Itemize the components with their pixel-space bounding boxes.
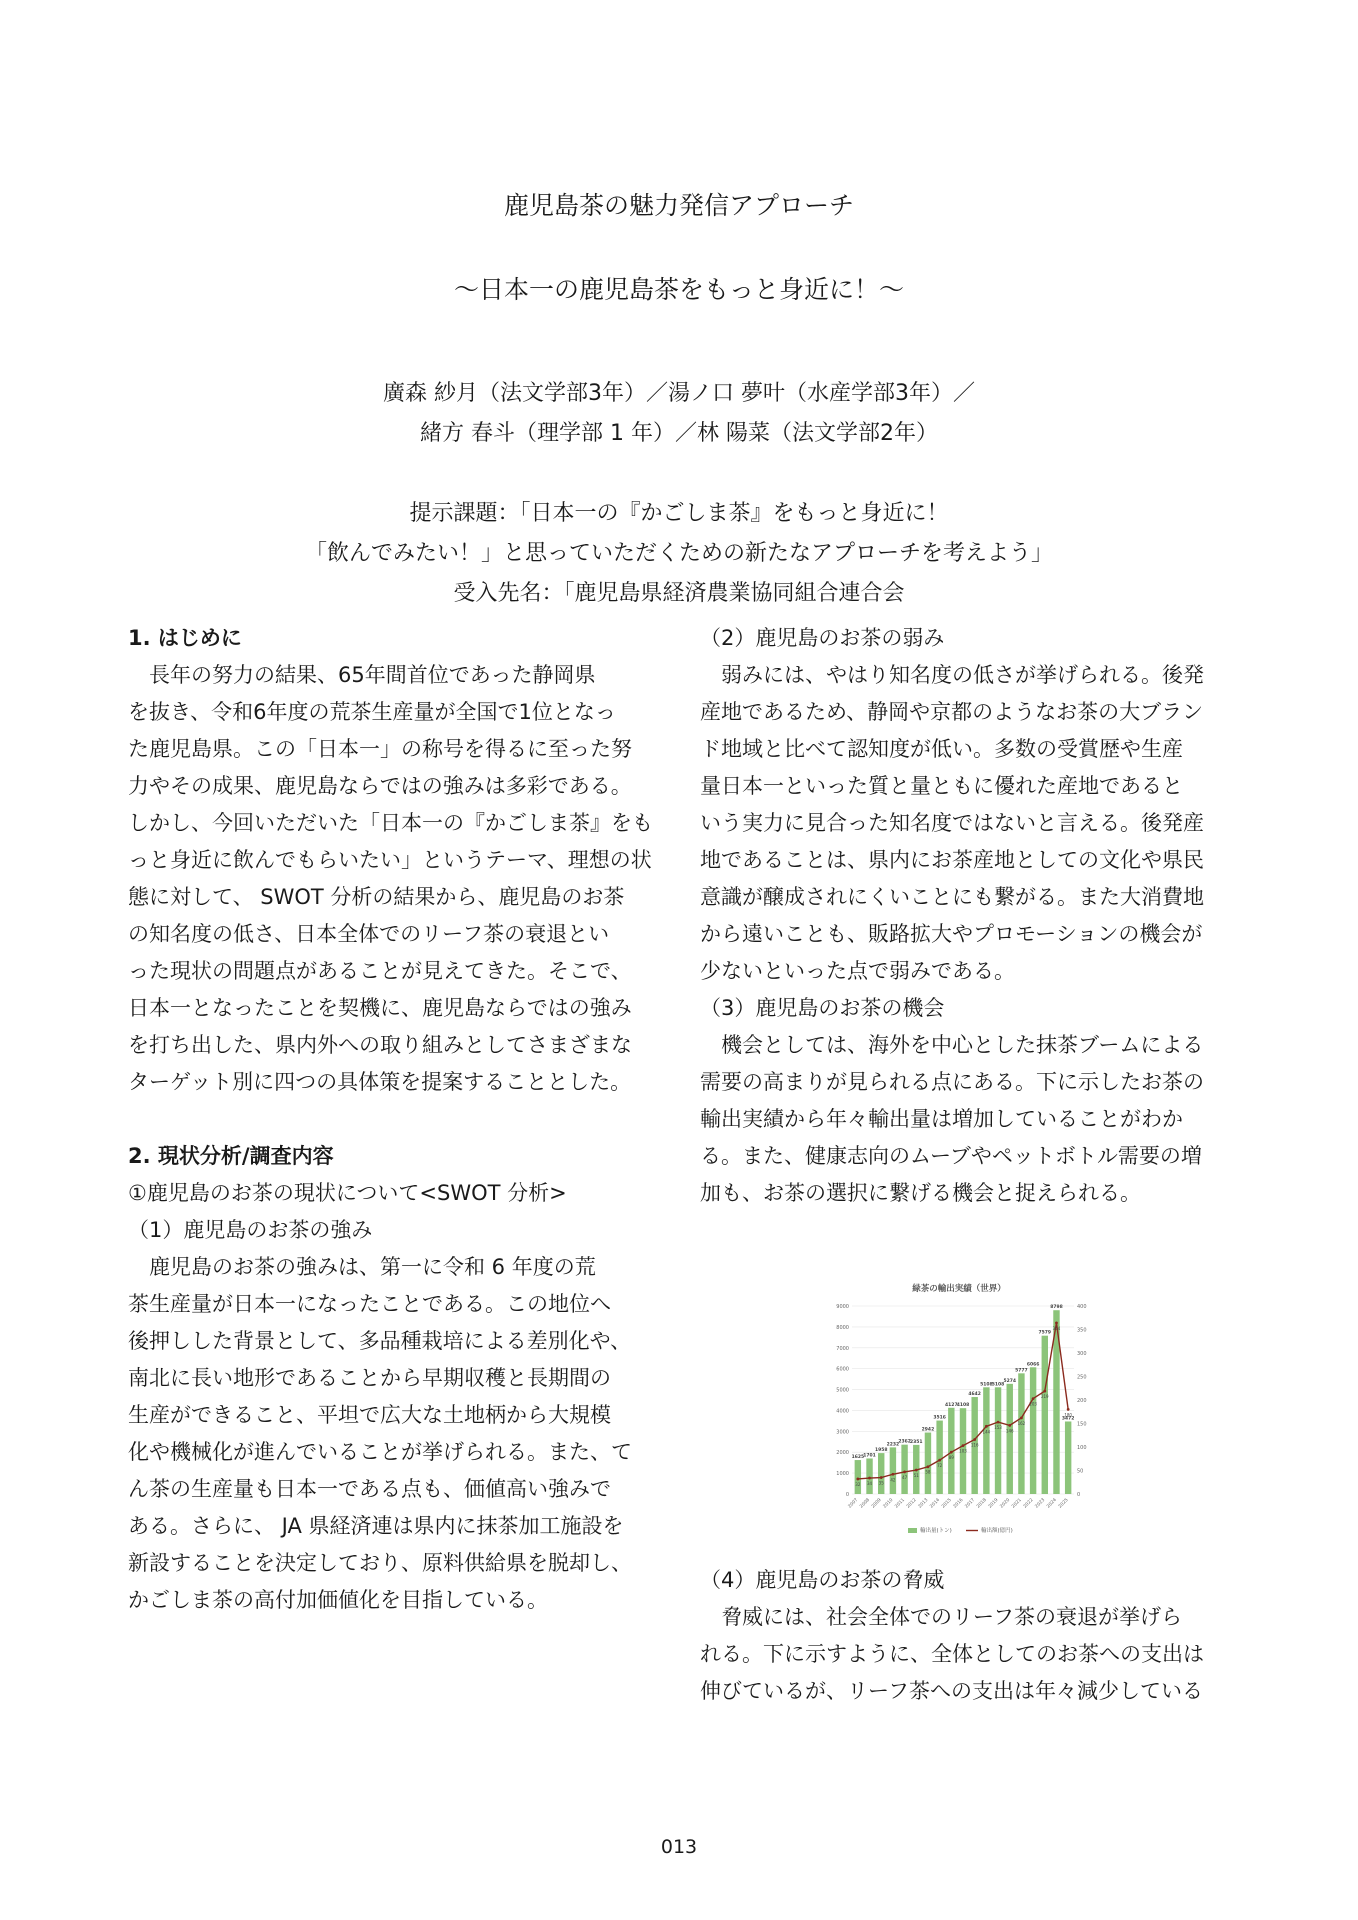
line-point	[985, 1425, 988, 1428]
opportunity-body: 機会としては、海外を中心とした抹茶ブームによる 需要の高まりが見られる点にある。下に示したお茶の 輸出実績から年々輸出量は増加していることがわか る。また、健康志向のムーブやペットボトル需要の増 加も、お茶の選択に繋げる機会と捉えられる。	[700, 1033, 1204, 1205]
assignment-block	[0, 494, 1358, 614]
bar	[995, 1387, 1001, 1494]
bar-data-label: 7579	[1038, 1330, 1052, 1336]
line-point	[1032, 1397, 1035, 1400]
y-left-tick-label: 4000	[836, 1408, 849, 1415]
x-tick-label: 2018	[976, 1497, 988, 1510]
y-left-tick-label: 7000	[836, 1345, 849, 1352]
line-data-label: 34	[866, 1481, 873, 1487]
x-tick-label: 2019	[987, 1497, 1000, 1510]
bar-data-label: 1701	[863, 1453, 876, 1459]
bar-data-label: 2362	[898, 1439, 911, 1445]
y-right-tick-label: 300	[1077, 1351, 1087, 1357]
bar	[866, 1458, 872, 1494]
authors-line-1: 廣森 紗月（法文学部3年）／湯ノ口 夢叶（水産学部3年）／	[383, 381, 975, 406]
line-data-label: 32	[855, 1481, 861, 1487]
y-right-tick-label: 200	[1077, 1398, 1087, 1404]
line-point	[1008, 1424, 1011, 1427]
x-tick-label: 2025	[1057, 1497, 1070, 1510]
line-point	[973, 1438, 976, 1441]
x-tick-label: 2021	[1011, 1497, 1023, 1510]
x-tick-label: 2022	[1022, 1497, 1035, 1510]
y-left-tick-label: 8000	[836, 1324, 849, 1331]
y-left-tick-label: 6000	[836, 1366, 849, 1373]
bar-data-label: 3516	[933, 1415, 946, 1421]
x-tick-label: 2012	[906, 1497, 918, 1510]
line-data-label: 42	[890, 1477, 896, 1483]
bar-data-label: 2232	[886, 1442, 900, 1448]
y-left-tick-label: 0	[845, 1492, 849, 1498]
line-data-label: 103	[959, 1448, 967, 1454]
y-right-tick-label: 50	[1077, 1468, 1084, 1475]
y-right-tick-label: 400	[1077, 1304, 1087, 1310]
strength-heading: （1）鹿児島のお茶の強み	[128, 1218, 373, 1242]
partner-line: 受入先名：「鹿児島県経済農業協同組合連合会	[453, 581, 905, 606]
bar	[855, 1460, 861, 1494]
line-point	[856, 1478, 859, 1481]
legend-label-volume: 輸出量(トン)	[920, 1528, 952, 1534]
bar-data-label: 5108	[991, 1382, 1005, 1388]
x-tick-label: 2020	[999, 1497, 1012, 1510]
bar-data-label: 1625	[851, 1455, 865, 1461]
bar-data-label: 5108	[980, 1382, 993, 1388]
assignment-line-1: 提示課題：「日本一の『かごしま茶』をもっと身近に！	[409, 501, 949, 526]
y-right-tick-label: 150	[1077, 1421, 1087, 1428]
x-tick-label: 2008	[859, 1497, 871, 1510]
y-right-tick-label: 0	[1077, 1492, 1081, 1498]
section-2-heading: 2. 現状分析/調査内容	[128, 1144, 334, 1168]
right-column	[700, 620, 1230, 1212]
opportunity-heading: （3）鹿児島のお茶の機会	[700, 996, 945, 1020]
bar-data-label: 4127	[945, 1402, 958, 1408]
page-title: 鹿児島茶の魅力発信アプローチ	[503, 191, 854, 220]
line-data-label: 116	[970, 1442, 979, 1448]
bar	[1030, 1367, 1036, 1494]
strength-body: 鹿児島のお茶の強みは、第一に令和 6 年度の荒 茶生産量が日本一になったことである。この地位へ 後押しした背景として、多品種栽培による差別化や、 南北に長い地形であることから早期収穫と長期間の 生産ができること、平坦で広大な土地柄から大規模 化や機械化が進んでいることが挙げられる。また、て ん茶の生産量も日本一である点も、価値高い強みで ある。さらに、 JA 県経済連は県内に抹茶加工施設を 新設することを決定しており、原料供給県を脱却し、 かごしま茶の高付加価値化を目指している。	[128, 1255, 632, 1612]
line-data-label: 364	[1052, 1325, 1061, 1331]
y-right-tick-label: 350	[1077, 1327, 1087, 1334]
y-right-tick-label: 250	[1077, 1374, 1087, 1381]
x-tick-label: 2007	[847, 1497, 860, 1510]
bar-data-label: 6066	[1026, 1362, 1040, 1368]
line-data-label: 180	[1064, 1412, 1072, 1418]
line-point	[891, 1473, 894, 1476]
line-data-label: 89	[948, 1455, 954, 1461]
bar-data-label: 4108	[956, 1403, 970, 1409]
line-point	[915, 1469, 918, 1472]
bar-data-label: 5274	[1003, 1378, 1017, 1384]
weakness-body: 弱みには、やはり知名度の低さが挙げられる。後発 産地であるため、静岡や京都のようなお茶の大ブラン ド地域と比べて認知度が低い。多数の受賞歴や生産 量日本一といった質と量ともに優れた産地であると いう実力に見合った知名度ではないと言える。後発産 地であることは、県内にお茶産地としての文化や県民 意識が醸成されにくいことにも繋がる。また大消費地 から遠いことも、販路拡大やプロモーションの機会が 少ないといった点で弱みである。	[700, 663, 1204, 983]
y-left-tick-label: 5000	[836, 1387, 849, 1394]
x-tick-label: 2017	[964, 1497, 977, 1510]
weakness-heading: （2）鹿児島のお茶の弱み	[700, 626, 945, 650]
section-1-body: 長年の努力の結果、65年間首位であった静岡県 を抜き、令和6年度の荒茶生産量が全国で1位となっ た鹿児島県。この「日本一」の称号を得るに至った努 力やその成果、鹿児島ならではの強みは多彩である。 しかし、今回いただいた「日本一の『かごしま茶』をも っと身近に飲んでもらいたい」というテーマ、理想の状 態に対して、 SWOT 分析の結果から、鹿児島のお茶 の知名度の低さ、日本全体でのリーフ茶の衰退とい った現状の問題点があることが見えてきた。そこで、 日本一となったことを契機に、鹿児島ならではの強み を打ち出した、県内外への取り組みとしてさまざまな ターゲット別に四つの具体策を提案することとした。	[128, 663, 653, 1094]
bar-data-label: 1958	[874, 1448, 888, 1454]
legend-swatch-bar	[908, 1528, 917, 1533]
y-left-tick-label: 1000	[836, 1471, 849, 1478]
line-data-label: 203	[1029, 1401, 1037, 1407]
line-point	[868, 1477, 871, 1480]
line-point	[880, 1476, 883, 1479]
bar-data-label: 8798	[1050, 1305, 1063, 1311]
x-tick-label: 2009	[870, 1497, 883, 1510]
bar-data-label: 5777	[1015, 1368, 1028, 1374]
y-left-tick-label: 2000	[836, 1450, 849, 1457]
threat-body: 脅威には、社会全体でのリーフ茶の衰退が挙げら れる。下に示すように、全体としてのお茶への支出は 伸びているが、リーフ茶への支出は年々減少している	[700, 1605, 1204, 1703]
bar	[983, 1387, 989, 1494]
export-chart	[818, 1280, 1100, 1552]
line-point	[938, 1459, 941, 1462]
bar-data-label: 2351	[909, 1439, 923, 1445]
line-point	[1067, 1408, 1070, 1411]
threat-heading: （4）鹿児島のお茶の脅威	[700, 1568, 945, 1592]
y-right-tick-label: 100	[1077, 1445, 1087, 1451]
x-tick-label: 2015	[941, 1497, 953, 1510]
line-point	[1020, 1416, 1023, 1419]
x-tick-label: 2014	[929, 1497, 942, 1510]
bar	[878, 1453, 884, 1494]
authors	[0, 374, 1358, 454]
y-left-tick-label: 9000	[836, 1304, 849, 1310]
swot-subheading: ①鹿児島のお茶の現状について<SWOT 分析>	[128, 1181, 567, 1205]
spacer	[128, 1101, 660, 1138]
bar-data-label: 3472	[1061, 1416, 1075, 1422]
bar	[1042, 1336, 1048, 1494]
bar	[901, 1445, 907, 1494]
bar	[890, 1447, 896, 1494]
x-tick-label: 2024	[1046, 1497, 1058, 1510]
page-subtitle: 〜日本一の鹿児島茶をもっと身近に！〜	[453, 275, 904, 304]
line-data-label: 72	[937, 1463, 943, 1469]
line-data-label: 146	[1005, 1428, 1014, 1434]
x-tick-label: 2016	[952, 1497, 965, 1510]
bar	[925, 1433, 931, 1494]
page-number: 013	[660, 1836, 698, 1858]
export-chart-svg	[818, 1280, 1100, 1552]
line-data-label: 219	[1040, 1394, 1049, 1400]
section-1-heading: 1. はじめに	[128, 626, 242, 650]
line-data-label: 144	[982, 1429, 991, 1435]
line-point	[997, 1421, 1000, 1424]
line-point	[903, 1471, 906, 1474]
bar	[1065, 1421, 1071, 1494]
line-point	[950, 1451, 953, 1454]
legend-label-value: 輸出額(億円)	[981, 1528, 1013, 1534]
line-data-label: 58	[925, 1469, 931, 1475]
line-data-label: 47	[902, 1474, 908, 1480]
left-column	[128, 620, 660, 1619]
bar-data-label: 2942	[921, 1427, 935, 1433]
line-data-label: 162	[1017, 1420, 1026, 1426]
right-column-bottom	[700, 1562, 1230, 1710]
line-data-label: 51	[913, 1473, 919, 1479]
chart-title: 緑茶の輸出実績（世界）	[912, 1284, 1006, 1294]
y-left-tick-label: 3000	[836, 1429, 849, 1436]
bar	[936, 1421, 942, 1494]
line-point	[1055, 1322, 1058, 1325]
x-tick-label: 2011	[894, 1497, 906, 1510]
bar-data-label: 4642	[968, 1392, 981, 1398]
authors-line-2: 緒方 春斗（理学部 1 年）／林 陽菜（法文学部2年）	[420, 421, 938, 446]
bar	[1007, 1384, 1013, 1494]
line-point	[962, 1444, 965, 1447]
x-tick-label: 2023	[1034, 1497, 1047, 1510]
x-tick-label: 2010	[882, 1497, 895, 1510]
line-point	[1043, 1390, 1046, 1393]
assignment-line-2: 「飲んでみたい！」と思っていただくための新たなアプローチを考えよう」	[304, 541, 1053, 566]
bar	[1018, 1373, 1024, 1494]
line-data-label: 35	[878, 1480, 884, 1486]
x-tick-label: 2013	[917, 1497, 930, 1510]
line-data-label: 153	[994, 1425, 1002, 1431]
line-point	[927, 1465, 930, 1468]
